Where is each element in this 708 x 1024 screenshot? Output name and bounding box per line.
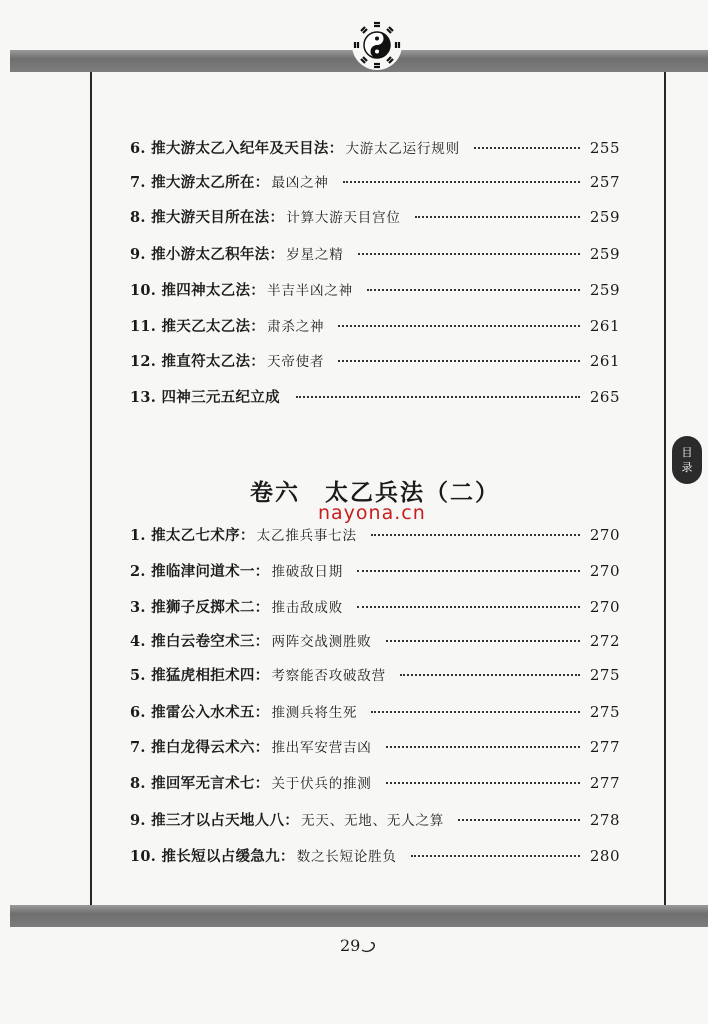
dot-leader [415,215,580,218]
dot-leader [338,359,580,362]
toc-entry-label: 9. 推小游太乙积年法： [130,246,285,263]
toc-entry-description: 岁星之精 [286,247,344,263]
toc-entry-page: 259 [589,245,620,263]
toc-entry[interactable] [130,664,620,688]
toc-entry-page: 278 [589,811,620,829]
toc-entry-label: 3. 推狮子反掷术二： [130,599,270,616]
toc-entry-description: 大游太乙运行规则 [345,141,460,157]
dot-leader [371,533,580,536]
toc-entry-description: 计算大游天目宫位 [286,210,401,226]
toc-entry-label: 10. 推长短以占缓急九： [130,848,295,865]
toc-entry-page: 259 [589,281,620,299]
toc-entry-description: 太乙推兵事七法 [256,528,357,544]
toc-entry[interactable] [130,560,620,584]
toc-entry-page: 270 [589,562,620,580]
toc-entry-label: 9. 推三才以占天地人八： [130,812,300,829]
toc-entry[interactable] [130,315,620,339]
toc-entry-label: 8. 推大游天目所在法： [130,209,285,226]
toc-entry[interactable] [130,206,620,230]
volume-heading: 卷六 太乙兵法（二） [250,480,500,506]
dot-leader [386,639,580,642]
toc-entry-label: 6. 推大游太乙入纪年及天目法： [130,140,344,157]
toc-entry-label: 11. 推天乙太乙法： [130,318,266,335]
toc-entry-label: 6. 推雷公入水术五： [130,704,270,721]
dot-leader [400,673,580,676]
toc-entry-label: 2. 推临津问道术一： [130,563,270,580]
bagua-taiji-icon [352,20,402,70]
toc-entry-description: 数之长短论胜负 [296,849,397,865]
dot-leader [343,180,580,183]
toc-entry-description: 肃杀之神 [267,319,325,335]
toc-entry-label: 7. 推白龙得云术六： [130,739,270,756]
dot-leader [474,146,580,149]
toc-entry-page: 259 [589,208,620,226]
frame-left-rule [90,72,92,905]
toc-entry[interactable] [130,596,620,620]
toc-entry-page: 277 [589,738,620,756]
toc-entry[interactable] [130,243,620,267]
dot-leader [357,569,580,572]
toc-entry-description: 推测兵将生死 [271,705,358,721]
toc-entry-page: 280 [589,847,620,865]
toc-entry[interactable] [130,630,620,654]
swash-ornament-icon [360,938,378,954]
toc-entry[interactable] [130,772,620,796]
toc-entry-page: 265 [589,388,620,406]
toc-entry-label: 12. 推直符太乙法： [130,353,266,370]
table-of-contents-tab[interactable] [672,436,702,484]
toc-entry-label: 7. 推大游太乙所在： [130,174,270,191]
toc-entry-label: 4. 推白云卷空术三： [130,633,270,650]
toc-entry-description: 最凶之神 [271,175,329,191]
dot-leader [358,252,580,255]
page-number: 29 [340,936,361,955]
toc-entry[interactable] [130,524,620,548]
dot-leader [386,781,580,784]
toc-entry-page: 257 [589,173,620,191]
toc-entry[interactable] [130,845,620,869]
toc-entry-description: 关于伏兵的推测 [271,776,372,792]
dot-leader [338,324,580,327]
toc-entry-page: 277 [589,774,620,792]
toc-entry-description: 半吉半凶之神 [267,283,353,299]
toc-entry-description: 无天、无地、无人之算 [301,813,445,829]
toc-entry[interactable] [130,736,620,760]
toc-entry-label: 1. 推太乙七术序： [130,527,255,544]
dot-leader [371,710,580,713]
toc-entry-page: 270 [589,526,620,544]
side-tab-char: 录 [681,461,693,474]
toc-entry[interactable] [130,386,620,410]
toc-entry-label: 8. 推回军无言术七： [130,775,270,792]
toc-entry-description: 推击敌成败 [271,600,343,616]
toc-entry-page: 275 [589,666,620,684]
toc-entry[interactable] [130,137,620,161]
toc-entry-description: 两阵交战测胜败 [271,634,372,650]
footer-band [10,905,708,927]
toc-entry[interactable] [130,701,620,725]
toc-entry-page: 261 [589,352,620,370]
dot-leader [411,854,580,857]
toc-entry-description: 天帝使者 [267,354,325,370]
toc-entry[interactable] [130,809,620,833]
toc-entry-label: 13. 四神三元五纪立成 [130,389,280,406]
side-tab-char: 目 [681,446,693,459]
toc-entry-label: 5. 推猛虎相拒术四： [130,667,270,684]
dot-leader [386,745,580,748]
toc-entry[interactable] [130,279,620,303]
toc-entry-label: 10. 推四神太乙法： [130,282,266,299]
toc-entry-page: 272 [589,632,620,650]
toc-entry[interactable] [130,171,620,195]
toc-entry[interactable] [130,350,620,374]
toc-entry-description: 考察能否攻破敌营 [271,668,386,684]
toc-entry-page: 255 [589,139,620,157]
frame-right-rule [664,72,666,905]
toc-entry-description: 推出军安营吉凶 [271,740,372,756]
toc-entry-description: 推破敌日期 [271,564,343,580]
toc-entry-page: 270 [589,598,620,616]
dot-leader [296,395,580,398]
toc-entry-page: 275 [589,703,620,721]
watermark-text: nayona.cn [318,502,426,524]
toc-entry-page: 261 [589,317,620,335]
dot-leader [367,288,580,291]
dot-leader [458,818,580,821]
dot-leader [357,605,580,608]
